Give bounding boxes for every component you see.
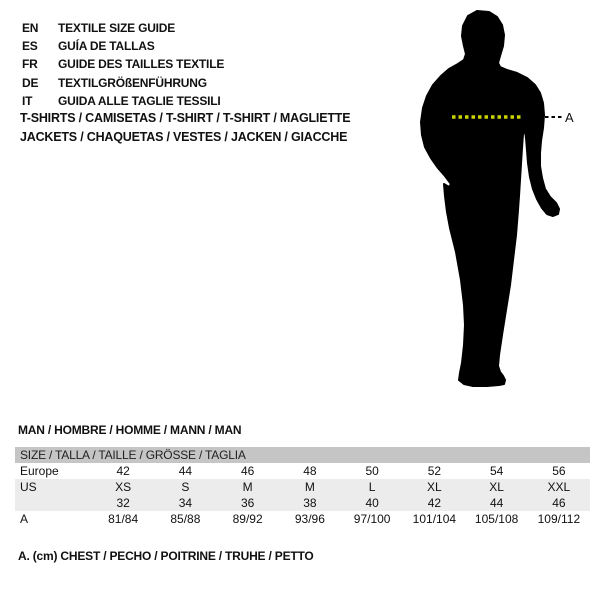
table-cell: 105/108 bbox=[474, 512, 519, 526]
table-cell: 32 bbox=[116, 496, 130, 510]
language-row-de bbox=[22, 74, 224, 92]
table-cell: 38 bbox=[303, 496, 317, 510]
table-row-numeric bbox=[15, 495, 590, 511]
section-title-man: MAN / HOMBRE / HOMME / MANN / MAN bbox=[18, 423, 242, 437]
language-label: GUIDA ALLE TAGLIE TESSILI bbox=[58, 93, 221, 108]
language-row-en bbox=[22, 19, 224, 37]
table-cell: 42 bbox=[116, 464, 130, 478]
language-code: EN bbox=[22, 21, 39, 35]
table-row-europe bbox=[15, 463, 590, 479]
row-label: US bbox=[20, 480, 37, 494]
table-cell: L bbox=[368, 480, 376, 494]
table-cell: XXL bbox=[547, 480, 571, 494]
table-cell: 81/84 bbox=[108, 512, 139, 526]
language-list bbox=[22, 19, 224, 110]
table-cell: XL bbox=[489, 480, 504, 494]
measure-label-a: A bbox=[565, 110, 574, 125]
table-cell: 109/112 bbox=[537, 512, 581, 526]
table-cell: 93/96 bbox=[294, 512, 325, 526]
table-cell: 97/100 bbox=[353, 512, 391, 526]
table-row-chest-a bbox=[15, 511, 590, 527]
language-row-fr bbox=[22, 55, 224, 73]
measurement-footnote: A. (cm) CHEST / PECHO / POITRINE / TRUHE / PETTO bbox=[18, 549, 314, 563]
language-label: GUÍA DE TALLAS bbox=[58, 39, 155, 54]
table-cell: 46 bbox=[240, 464, 255, 478]
category-lines bbox=[20, 109, 350, 147]
table-cell: 56 bbox=[552, 464, 566, 478]
table-cell: 46 bbox=[552, 496, 566, 510]
language-code: ES bbox=[22, 39, 38, 54]
table-cell: 48 bbox=[303, 464, 317, 478]
row-label: A bbox=[20, 512, 29, 526]
table-cell: XS bbox=[115, 480, 132, 494]
table-cell: 44 bbox=[489, 496, 504, 510]
man-silhouette-figure bbox=[405, 8, 580, 393]
table-cell: 44 bbox=[178, 464, 193, 478]
table-cell: M bbox=[304, 480, 315, 494]
table-cell: 101/104 bbox=[412, 512, 457, 526]
language-code: DE bbox=[22, 75, 39, 90]
table-cell: S bbox=[181, 480, 190, 494]
table-cell: 89/92 bbox=[232, 512, 263, 526]
language-row-it bbox=[22, 92, 224, 110]
table-cell: 36 bbox=[240, 496, 255, 510]
language-label: TEXTILGRÖßENFÜHRUNG bbox=[58, 75, 207, 90]
language-label: TEXTILE SIZE GUIDE bbox=[58, 21, 176, 35]
table-cell: 40 bbox=[365, 496, 379, 510]
row-label: Europe bbox=[20, 464, 59, 478]
row-label bbox=[15, 495, 92, 511]
language-label: GUIDE DES TAILLES TEXTILE bbox=[58, 57, 225, 72]
table-cell: XL bbox=[427, 480, 442, 494]
man-silhouette bbox=[421, 11, 559, 386]
size-table bbox=[15, 447, 590, 527]
table-row-us bbox=[15, 479, 590, 495]
table-cell: 42 bbox=[427, 496, 442, 510]
table-cell: 54 bbox=[489, 464, 504, 478]
table-cell: 34 bbox=[178, 496, 193, 510]
table-cell: 85/88 bbox=[170, 512, 201, 526]
size-table-header: SIZE / TALLA / TAILLE / GRÖSSE / TAGLIA bbox=[15, 447, 590, 463]
table-cell: 50 bbox=[365, 464, 379, 478]
language-code: IT bbox=[22, 93, 33, 108]
category-line-tshirts: T-SHIRTS / CAMISETAS / T-SHIRT / T-SHIRT / MAGLIETTE bbox=[20, 111, 351, 125]
table-cell: M bbox=[242, 480, 253, 494]
table-cell: 52 bbox=[427, 464, 442, 478]
language-code: FR bbox=[22, 57, 38, 72]
language-row-es bbox=[22, 37, 224, 55]
category-line-jackets: JACKETS / CHAQUETAS / VESTES / JACKEN / GIACCHE bbox=[20, 130, 348, 144]
